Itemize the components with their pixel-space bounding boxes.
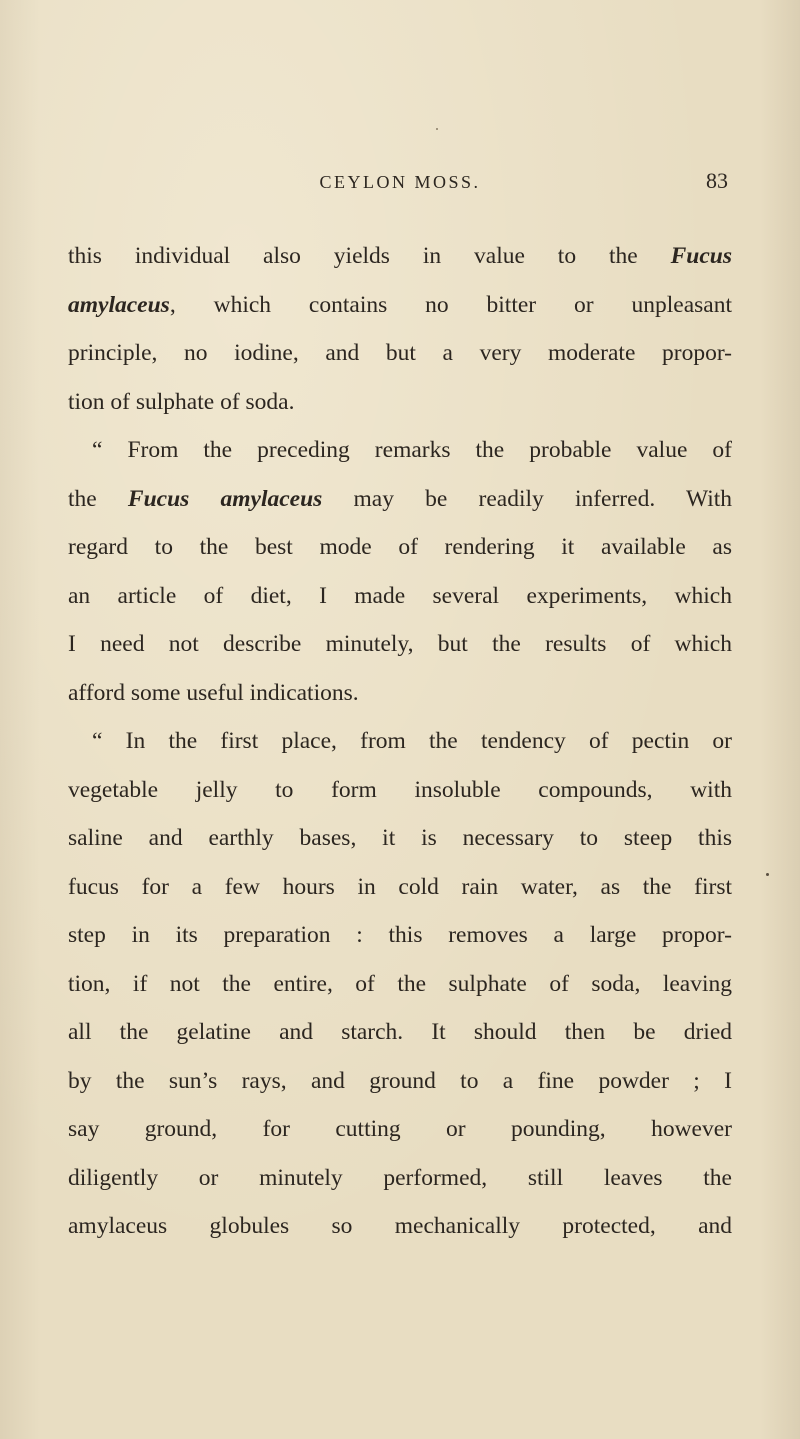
text-line: regard to the best mode of rendering it available as [68, 534, 732, 560]
italic-term: amylaceus [68, 291, 170, 318]
text-line: afford some useful indications. [68, 679, 359, 706]
text-line: tion of sulphate of soda. [68, 388, 295, 415]
text-line: amylaceus globules so mechanically protected, and [68, 1213, 732, 1239]
text-line: vegetable jelly to form insoluble compounds, with [68, 776, 732, 803]
text-line: by the sun’s rays, and ground to a fine powder ; I [68, 1067, 732, 1094]
italic-term: Fucus amylaceus [127, 485, 323, 512]
body-text [68, 232, 732, 1251]
text-line: “ In the first place, from the tendency of pectin or [92, 728, 732, 754]
text-line: principle, no iodine, and but a very moderate propor- [68, 340, 732, 366]
text-line: all the gelatine and starch. It should then be dried [68, 1019, 732, 1045]
page-header [0, 168, 800, 198]
paper-speck [436, 128, 438, 130]
text-line: I need not describe minutely, but the results of which [68, 631, 732, 657]
text-line: this individual also yields in value to the Fucus [68, 243, 732, 269]
text-line: an article of diet, I made several experiments, which [68, 582, 732, 609]
text-line: step in its preparation : this removes a large propor- [68, 922, 732, 948]
text-line: diligently or minutely performed, still leaves the [68, 1164, 732, 1191]
text-line: fucus for a few hours in cold rain water, as the first [68, 873, 732, 900]
text-line: amylaceus, which contains no bitter or unpleasant [68, 291, 732, 318]
text-line: tion, if not the entire, of the sulphate of soda, leaving [68, 970, 732, 997]
text-line: the Fucus amylaceus may be readily inferred. With [68, 485, 732, 512]
page-number: 83 [706, 168, 728, 193]
italic-term: Fucus [670, 243, 732, 269]
text-line: “ From the preceding remarks the probable value of [92, 437, 732, 463]
text-line: saline and earthly bases, it is necessary to steep this [68, 825, 732, 851]
text-line: say ground, for cutting or pounding, however [68, 1116, 732, 1142]
running-title: CEYLON MOSS. [319, 172, 481, 192]
paper-speck [766, 873, 769, 876]
